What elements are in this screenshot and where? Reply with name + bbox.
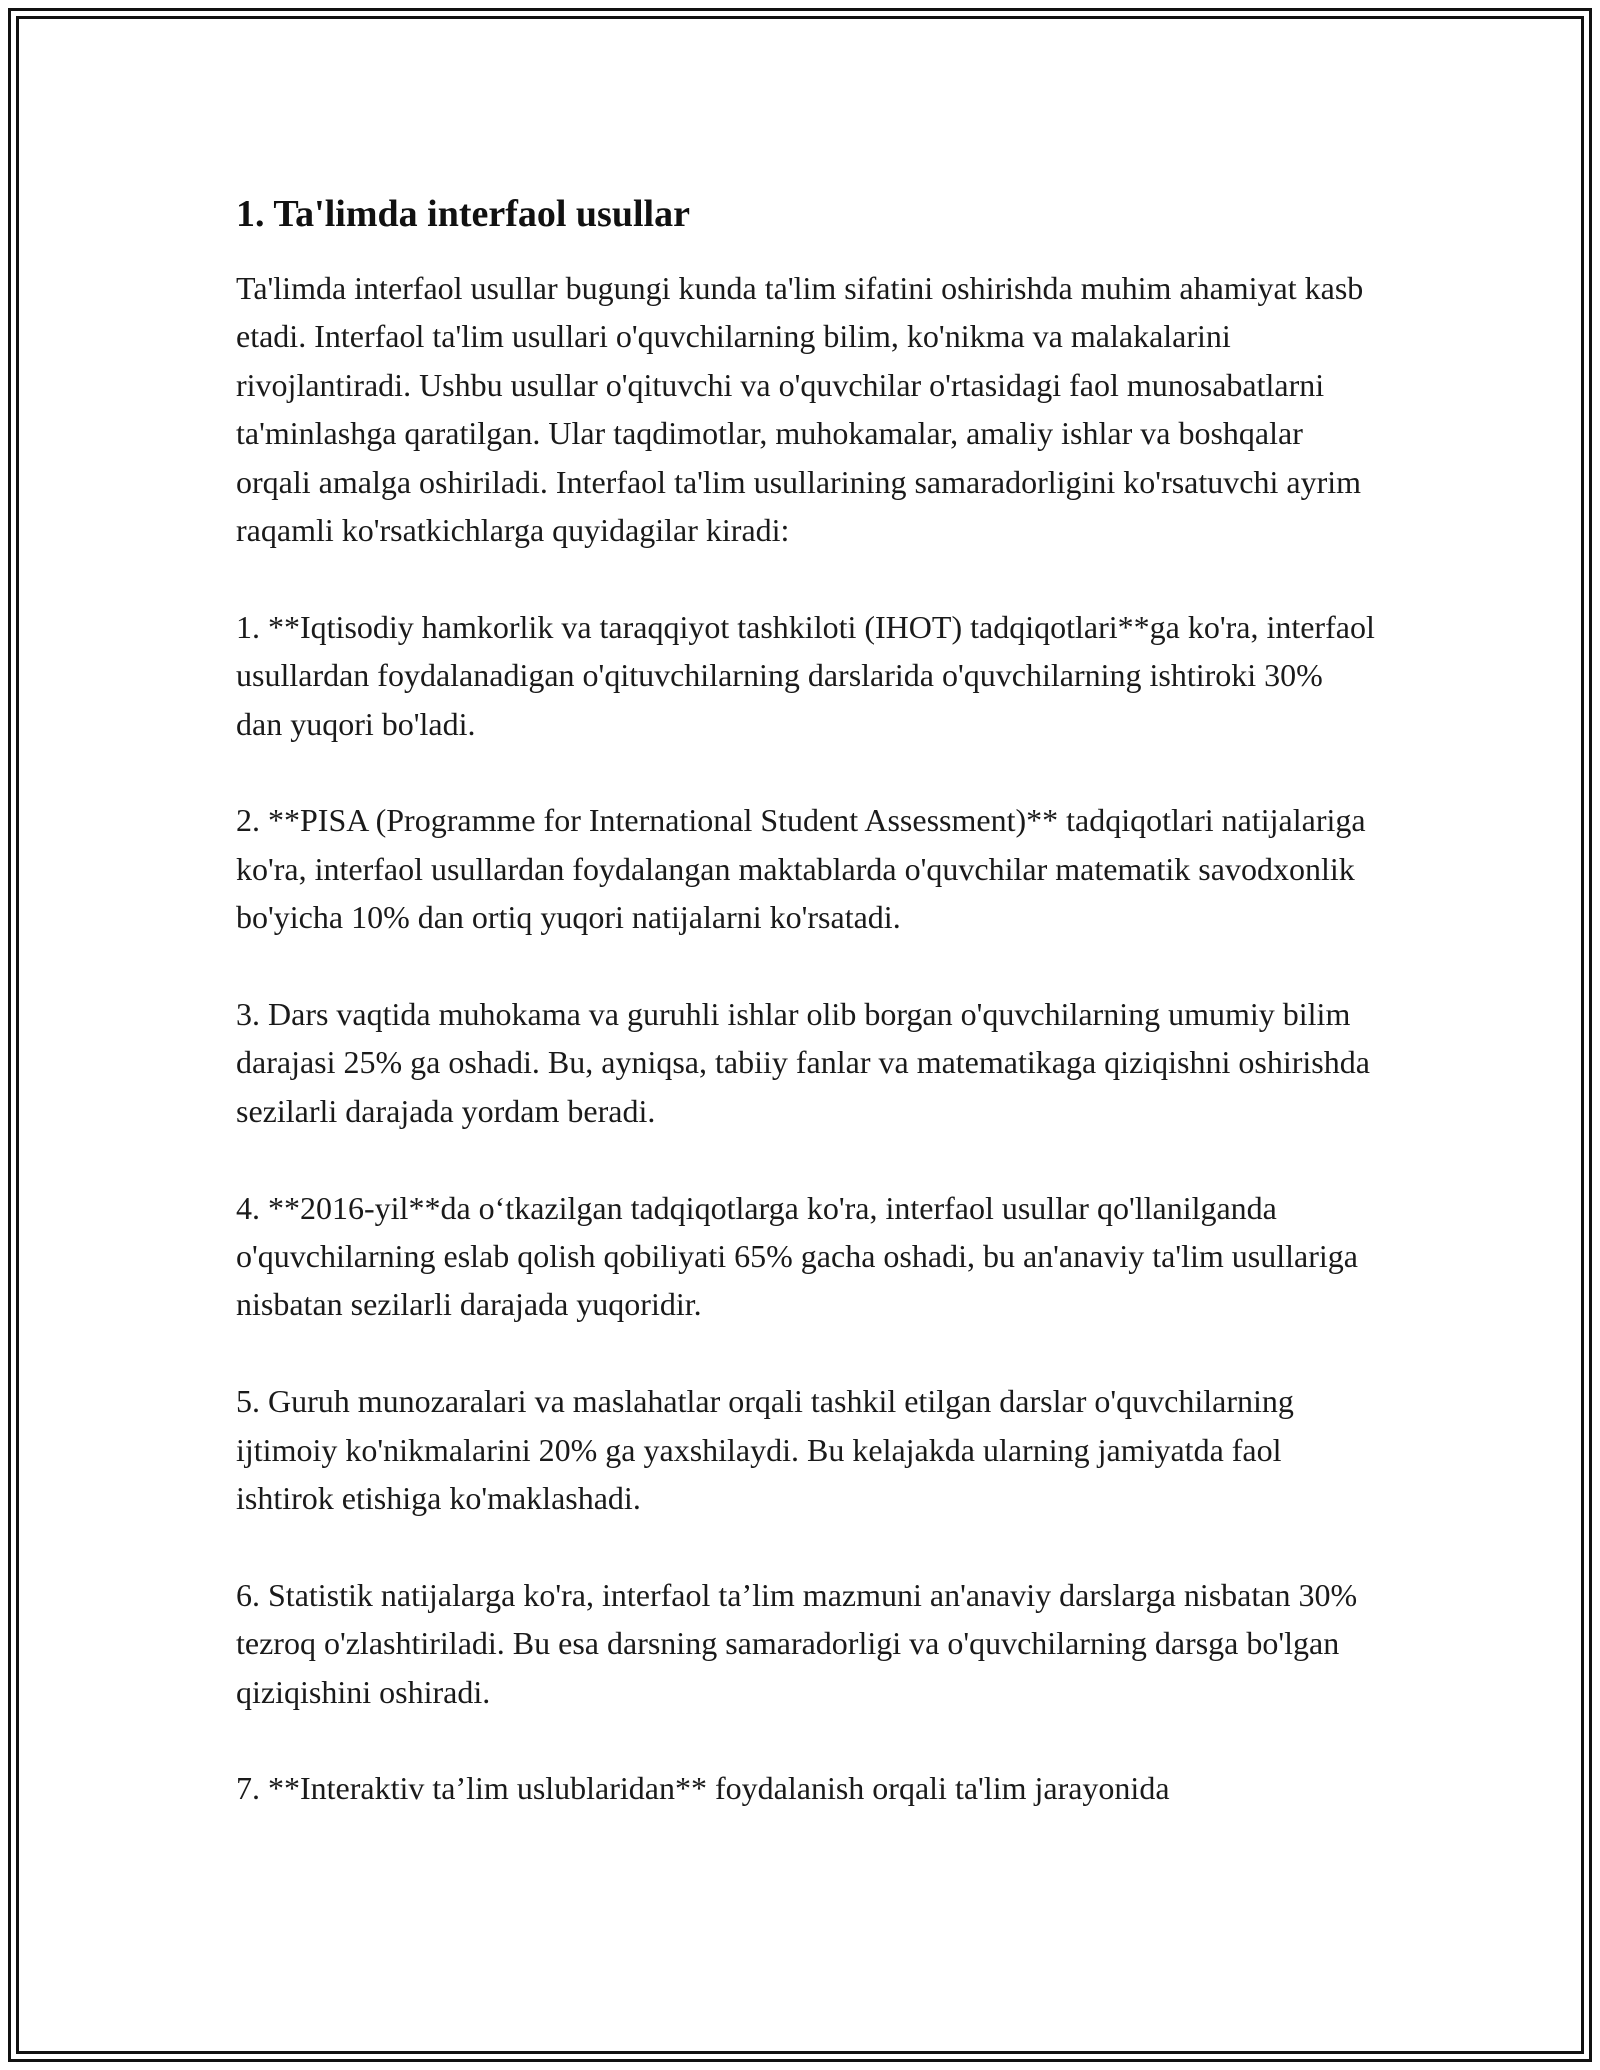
list-item-3: 3. Dars vaqtida muhokama va guruhli ishlar olib borgan o'quvchilarning umumiy bilim darajasi 25% ga oshadi. Bu, ayniqsa, tabiiy fanlar va matematikaga qiziqishni oshirishda sezilarli darajada yordam beradi. bbox=[236, 996, 1370, 1129]
list-item-6: 6. Statistik natijalarga ko'ra, interfaol ta’lim mazmuni an'anaviy darslarga nisbatan 30% tezroq o'zlashtiriladi. Bu esa darsning samaradorligi va o'quvchilarning darsga bo'lgan qiziqishini oshiradi. bbox=[236, 1576, 1358, 1710]
list-item-1: 1. **Iqtisodiy hamkorlik va taraqqiyot tashkiloti (IHOT) tadqiqotlari**ga ko'ra, interfaol usullardan foydalanadigan o'qituvchilarning darslarida o'quvchilarning ishtiroki 30% dan yuqori bo'ladi. bbox=[236, 608, 1375, 742]
intro-paragraph: Ta'limda interfaol usullar bugungi kunda ta'lim sifatini oshirishda muhim ahamiyat kasb etadi. Interfaol ta'lim usullari o'quvchilarning bilim, ko'nikma va malakalarini rivojlantiradi. Ushbu usullar o'qituvchi va o'quvchilar o'rtasidagi faol munosabatlarni ta'minlashga qaratilgan. Ular taqdimotlar, muhokamalar, amaliy ishlar va boshqalar orqali amalga oshiriladi. Interfaol ta'lim usullarining samaradorligini ko'rsatuvchi ayrim raqamli ko'rsatkichlarga quyidagilar kiradi: bbox=[236, 270, 1364, 549]
list-item-4: 4. **2016-yil**da o‘tkazilgan tadqiqotlarga ko'ra, interfaol usullar qo'llanilganda o'quvchilarning eslab qolish qobiliyati 65% gacha oshadi, bu an'anaviy ta'lim usullariga nisbatan sezilarli darajada yuqoridir. bbox=[236, 1189, 1358, 1323]
list-item-2: 2. **PISA (Programme for International Student Assessment)** tadqiqotlari natijalariga ko'ra, interfaol usullardan foydalangan maktablarda o'quvchilar matematik savodxonlik bo'yicha 10% dan ortiq yuqori natijalarni ko'rsatadi. bbox=[236, 802, 1366, 936]
document-body bbox=[236, 190, 1376, 1861]
list-item-7: 7. **Interaktiv ta’lim uslublaridan** foydalanish orqali ta'lim jarayonida bbox=[236, 1770, 1170, 1807]
section-heading: 1. Ta'limda interfaol usullar bbox=[236, 193, 690, 235]
list-item-5: 5. Guruh munozaralari va maslahatlar orqali tashkil etilgan darslar o'quvchilarning ijtimoiy ko'nikmalarini 20% ga yaxshilaydi. Bu kelajakda ularning jamiyatda faol ishtirok etishiga ko'maklashadi. bbox=[236, 1383, 1294, 1517]
